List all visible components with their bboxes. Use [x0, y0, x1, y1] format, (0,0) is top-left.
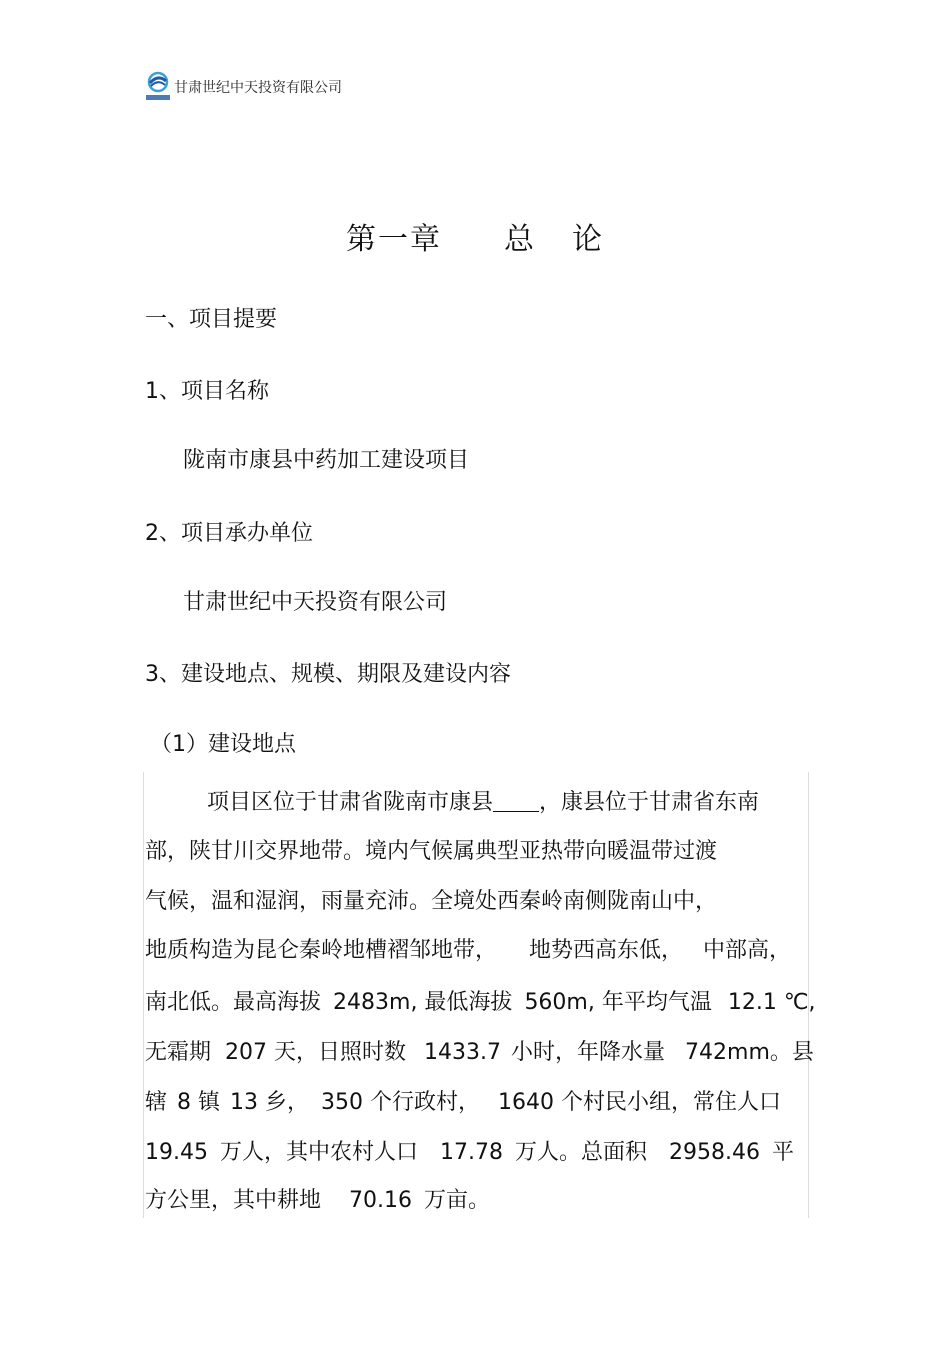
blank-underline — [493, 789, 539, 812]
paragraph-line: 辖 8 镇 13 乡， 350 个行政村， 1640 个村民小组，常住人口 — [145, 1090, 781, 1115]
paragraph-line: 地质构造为昆仑秦岭地槽褶邹地带， 地势西高东低， 中部高， — [145, 938, 792, 963]
chapter-title — [0, 214, 950, 258]
paragraph-line: 气候，温和湿润，雨量充沛。全境处西秦岭南侧陇南山中， — [145, 889, 718, 914]
paragraph-line: 部，陕甘川交界地带。境内气候属典型亚热带向暖温带过渡 — [145, 839, 718, 864]
paragraph-line: 无霜期 207 天，日照时数 1433.7 小时，年降水量 742mm。县 — [145, 1040, 814, 1065]
chapter-title-char-1: 总 — [504, 222, 536, 257]
subsection-heading: 3、建设地点、规模、期限及建设内容 — [145, 662, 511, 687]
chapter-title-char-2: 论 — [572, 222, 604, 257]
paragraph-line: 项目区位于甘肃省陇南市康县 ，康县位于甘肃省东南 — [207, 790, 760, 815]
subsubsection-heading: （1）建设地点 — [150, 732, 296, 757]
company-logo-icon — [145, 71, 171, 103]
subsection-heading: 1、项目名称 — [145, 379, 269, 404]
section-heading: 一、项目提要 — [145, 307, 278, 332]
paragraph-line: 19.45 万人，其中农村人口 17.78 万人。总面积 2958.46 平 — [145, 1140, 794, 1165]
paragraph-line: 方公里，其中耕地 70.16 万亩。 — [145, 1188, 491, 1213]
project-name: 陇南市康县中药加工建设项目 — [183, 448, 470, 473]
paragraph-line: 南北低。最高海拔 2483m, 最低海拔 560m, 年平均气温 12.1 ℃, — [145, 990, 816, 1015]
header-company-name: 甘肃世纪中天投资有限公司 — [174, 80, 342, 96]
chapter-number: 第一章 — [346, 222, 442, 257]
page-header — [145, 70, 342, 104]
subsection-heading: 2、项目承办单位 — [145, 521, 313, 546]
organizer-name: 甘肃世纪中天投资有限公司 — [183, 590, 448, 615]
